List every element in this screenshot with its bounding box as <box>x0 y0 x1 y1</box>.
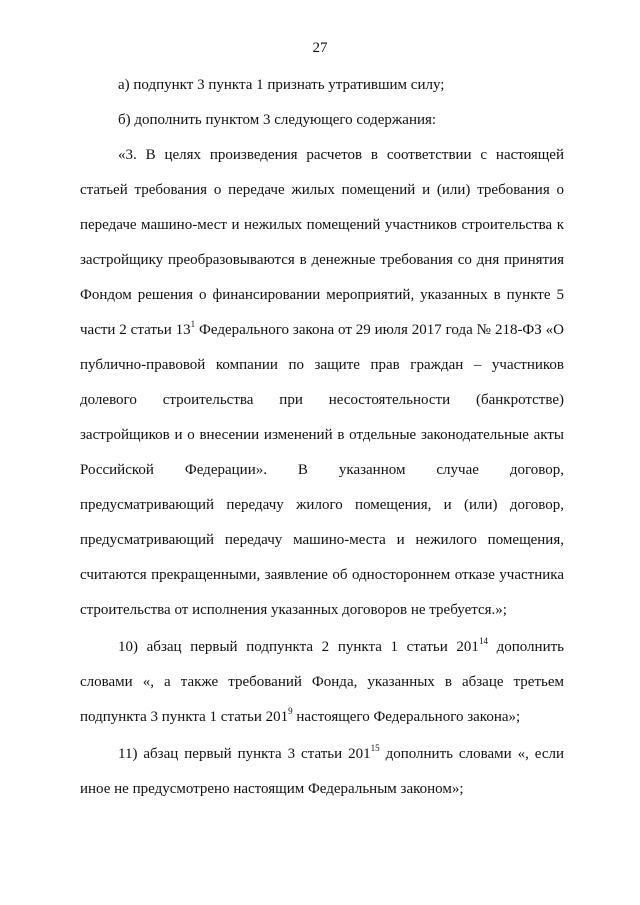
document-body <box>80 68 564 807</box>
paragraph-text: Федерального закона от 29 июля 2017 года № 218-ФЗ «О публично-правовой компании по защите прав граждан – участников долевого строительства при несостоятельности (банкротстве) застройщиков и о внесении изменений в отдельные законодательные акты Российской Федерации». В указанном случае договор, предусматривающий передачу жилого помещения, и (или) договор, предусматривающий передачу машино-места и нежилого помещения, считаются прекращенными, заявление об одностороннем отказе участника строительства от исполнения указанных договоров не требуется.»; <box>80 322 565 618</box>
paragraph-text: а) подпункт 3 пункта 1 признать утратившим силу; <box>118 77 445 93</box>
superscript-index: 14 <box>478 636 488 646</box>
paragraph-text: 11) абзац первый пункта 3 статьи 201 <box>118 746 371 762</box>
paragraph-text: настоящего Федерального закона»; <box>292 709 521 725</box>
paragraph-text: дополнить словами «, а также требований Фонда, указанных в абзаце третьем подпункта 3 пункта 1 статьи 201 <box>80 639 564 725</box>
paragraph-item-11 <box>80 737 564 807</box>
paragraph-text: б) дополнить пунктом 3 следующего содержания: <box>118 112 437 128</box>
superscript-index: 15 <box>370 743 380 753</box>
paragraph-text: 10) абзац первый подпункта 2 пункта 1 статьи 201 <box>118 639 479 655</box>
superscript-index: 1 <box>190 319 196 329</box>
paragraph-text: «3. В целях произведения расчетов в соответствии с настоящей статьей требования о передаче жилых помещений и (или) требования о передаче машино-мест и нежилых помещений участников строительства к застройщику преобразовываются в денежные требования со дня принятия Фондом решения о финансировании мероприятий, указанных в пункте 5 части 2 статьи 13 <box>80 147 564 338</box>
page-number: 27 <box>312 40 328 56</box>
paragraph-item-10 <box>80 630 564 735</box>
paragraph-subitem-b <box>80 103 564 138</box>
paragraph-text: дополнить словами «, если иное не предусмотрено настоящим Федеральным законом»; <box>80 746 565 797</box>
paragraph-subitem-a <box>80 68 564 103</box>
superscript-index: 9 <box>288 706 293 716</box>
paragraph-point-3 <box>80 138 564 628</box>
